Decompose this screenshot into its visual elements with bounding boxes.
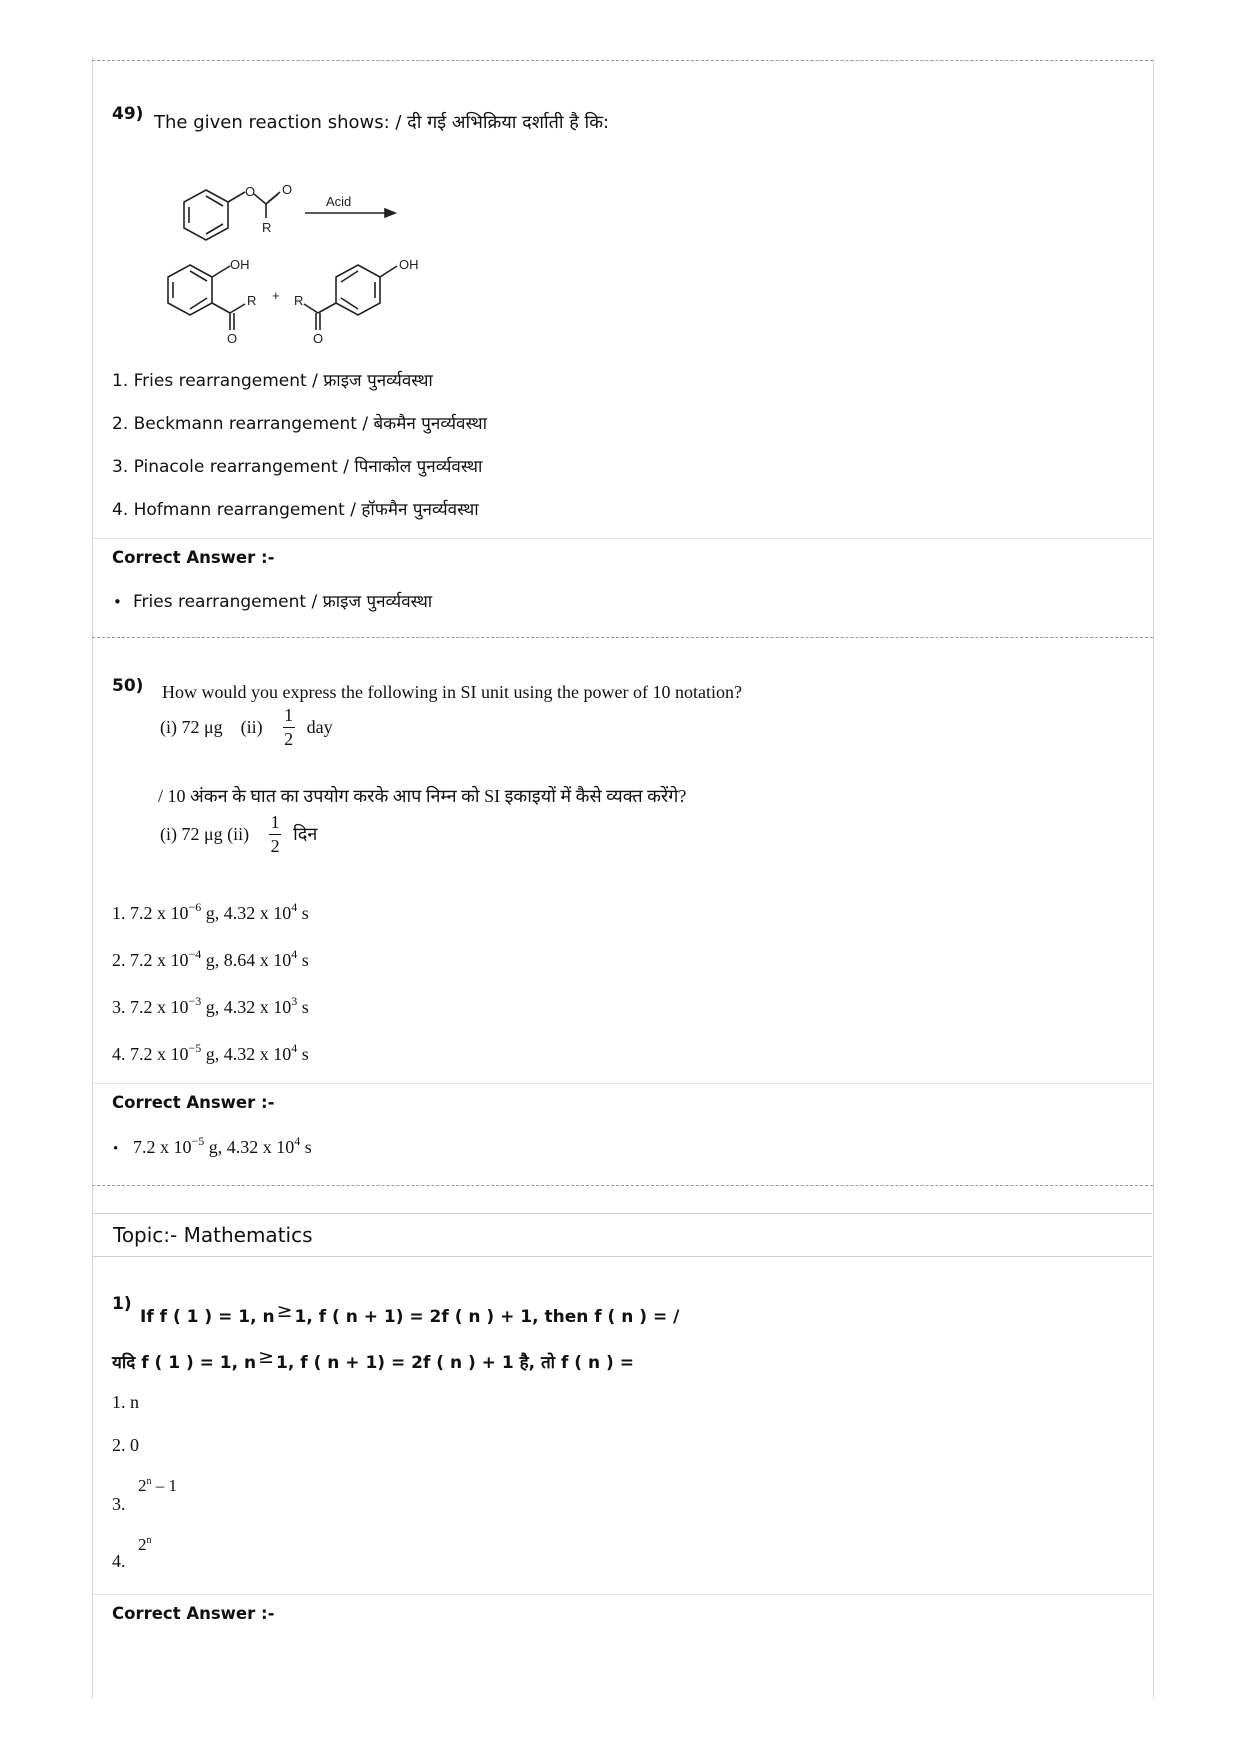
topic-title: Topic:- Mathematics (113, 1223, 313, 1247)
atom-label: O (282, 182, 293, 197)
atom-label: R (247, 293, 257, 308)
question-text-en (140, 1300, 679, 1327)
question-text-en: How would you express the following in SI unit using the power of 10 notation? (162, 682, 742, 702)
option-1 (112, 900, 309, 924)
benzene-ring (336, 265, 380, 315)
bullet: • (113, 1141, 119, 1157)
exponent: 4 (294, 1134, 301, 1148)
option-text: s (297, 950, 309, 970)
option-3: 3. Pinacole rearrangement / पिनाकोल पुनर्व्यवस्था (112, 457, 483, 477)
atom-label: R (262, 220, 272, 235)
divider (92, 60, 1153, 61)
divider (93, 538, 1152, 539)
arrow-label: Acid (326, 194, 352, 209)
benzene-ring (184, 190, 228, 240)
quantity-unit: day (306, 716, 333, 737)
option-text: – 1 (151, 1476, 177, 1495)
benzene-ring (168, 265, 212, 315)
question-quantities-en (160, 706, 333, 749)
question-text: 1, f ( n + 1) = 2f ( n ) + 1 है, तो f ( n ) = (276, 1353, 634, 1373)
option-4: 4. Hofmann rearrangement / हॉफमैन पुनर्व्यवस्था (112, 500, 479, 520)
geq-symbol: ≥ (276, 1300, 293, 1322)
option-1: 1. n (112, 1392, 139, 1412)
question-number: 50) (112, 676, 144, 696)
question-text: 1, f ( n + 1) = 2f ( n ) + 1, then f ( n ) = / (294, 1307, 680, 1327)
option-text: 2. 7.2 x 10 (112, 950, 189, 970)
base: 2 (138, 1535, 147, 1554)
divider (93, 1594, 1152, 1595)
correct-answer-label: Correct Answer :- (112, 548, 275, 567)
option-text: g, 4.32 x 10 (201, 1044, 292, 1064)
fraction-numerator: 1 (270, 812, 280, 832)
question-text: If f ( 1 ) = 1, n (140, 1307, 275, 1327)
option-text: 1. 7.2 x 10 (112, 903, 189, 923)
exponent: 4 (291, 900, 298, 914)
answer-text: 7.2 x 10 (133, 1137, 192, 1157)
exponent: 4 (291, 947, 298, 961)
correct-answer-label: Correct Answer :- (112, 1093, 275, 1112)
quantity-unit-hi: दिन (293, 824, 318, 845)
option-3-number: 3. (112, 1494, 126, 1514)
topic-header (93, 1213, 1152, 1257)
exponent: −6 (188, 900, 202, 914)
option-1: 1. Fries rearrangement / फ्राइज पुनर्व्यवस्था (112, 371, 433, 391)
option-text: g, 4.32 x 10 (201, 997, 292, 1017)
atom-label: O (227, 331, 238, 346)
geq-symbol: ≥ (258, 1346, 275, 1368)
exponent: −4 (188, 947, 202, 961)
exponent: −5 (191, 1134, 205, 1148)
option-text: g, 8.64 x 10 (201, 950, 292, 970)
divider (92, 637, 1153, 638)
correct-answer (113, 1134, 312, 1158)
quantity-ii-label: (ii) (240, 716, 263, 737)
atom-label: O (313, 331, 324, 346)
fraction-numerator: 1 (284, 705, 294, 725)
fraction-denominator: 2 (284, 728, 294, 749)
quantity-hi: (i) 72 μg (ii) (160, 823, 250, 844)
option-text: g, 4.32 x 10 (201, 903, 292, 923)
question-text: The given reaction shows: / दी गई अभिक्रिया दर्शाती है कि: (154, 112, 610, 133)
option-2: 2. Beckmann rearrangement / बेकमैन पुनर्व्यवस्था (112, 414, 487, 434)
exponent: 4 (291, 1041, 298, 1055)
option-4 (112, 1041, 309, 1065)
correct-answer-label: Correct Answer :- (112, 1604, 275, 1623)
question-quantities-hi (160, 813, 317, 856)
divider (92, 1185, 1153, 1186)
quantity-i: (i) 72 μg (160, 716, 223, 737)
atom-label: O (245, 184, 256, 199)
question-number: 49) (112, 104, 144, 124)
base: 2 (138, 1476, 147, 1495)
option-text: s (297, 1044, 309, 1064)
plus-sign: + (272, 288, 280, 303)
atom-label: OH (399, 257, 419, 272)
option-4-expression (138, 1535, 152, 1555)
option-2: 2. 0 (112, 1435, 139, 1455)
correct-answer: • Fries rearrangement / फ्राइज पुनर्व्यवस्था (113, 589, 432, 612)
question-number: 1) (112, 1294, 132, 1314)
option-text: 3. 7.2 x 10 (112, 997, 189, 1017)
question-text: यदि f ( 1 ) = 1, n (112, 1353, 257, 1373)
exponent: −5 (188, 1041, 202, 1055)
option-4-number: 4. (112, 1551, 126, 1571)
fraction-half (283, 706, 295, 749)
divider (93, 1083, 1152, 1084)
question-text-hi: / 10 अंकन के घात का उपयोग करके आप निम्न को SI इकाइयों में कैसे व्यक्त करेंगे? (158, 786, 687, 806)
atom-label: OH (230, 257, 250, 272)
question-text-hi (112, 1346, 634, 1373)
fraction-bar (283, 727, 295, 728)
answer-text: g, 4.32 x 10 (204, 1137, 295, 1157)
exponent: n (146, 1535, 152, 1546)
exponent: −3 (188, 994, 202, 1008)
option-text: 4. 7.2 x 10 (112, 1044, 189, 1064)
option-3-expression (138, 1476, 177, 1496)
option-text: s (297, 997, 309, 1017)
option-3 (112, 994, 309, 1018)
exponent: 3 (291, 994, 298, 1008)
option-text: s (297, 903, 309, 923)
option-2 (112, 947, 309, 971)
fraction-half (269, 813, 281, 856)
exponent: n (146, 1476, 152, 1487)
fraction-denominator: 2 (270, 835, 280, 856)
reaction-diagram (150, 170, 450, 355)
atom-label: R (294, 293, 304, 308)
answer-text: s (300, 1137, 312, 1157)
fraction-bar (269, 834, 281, 835)
